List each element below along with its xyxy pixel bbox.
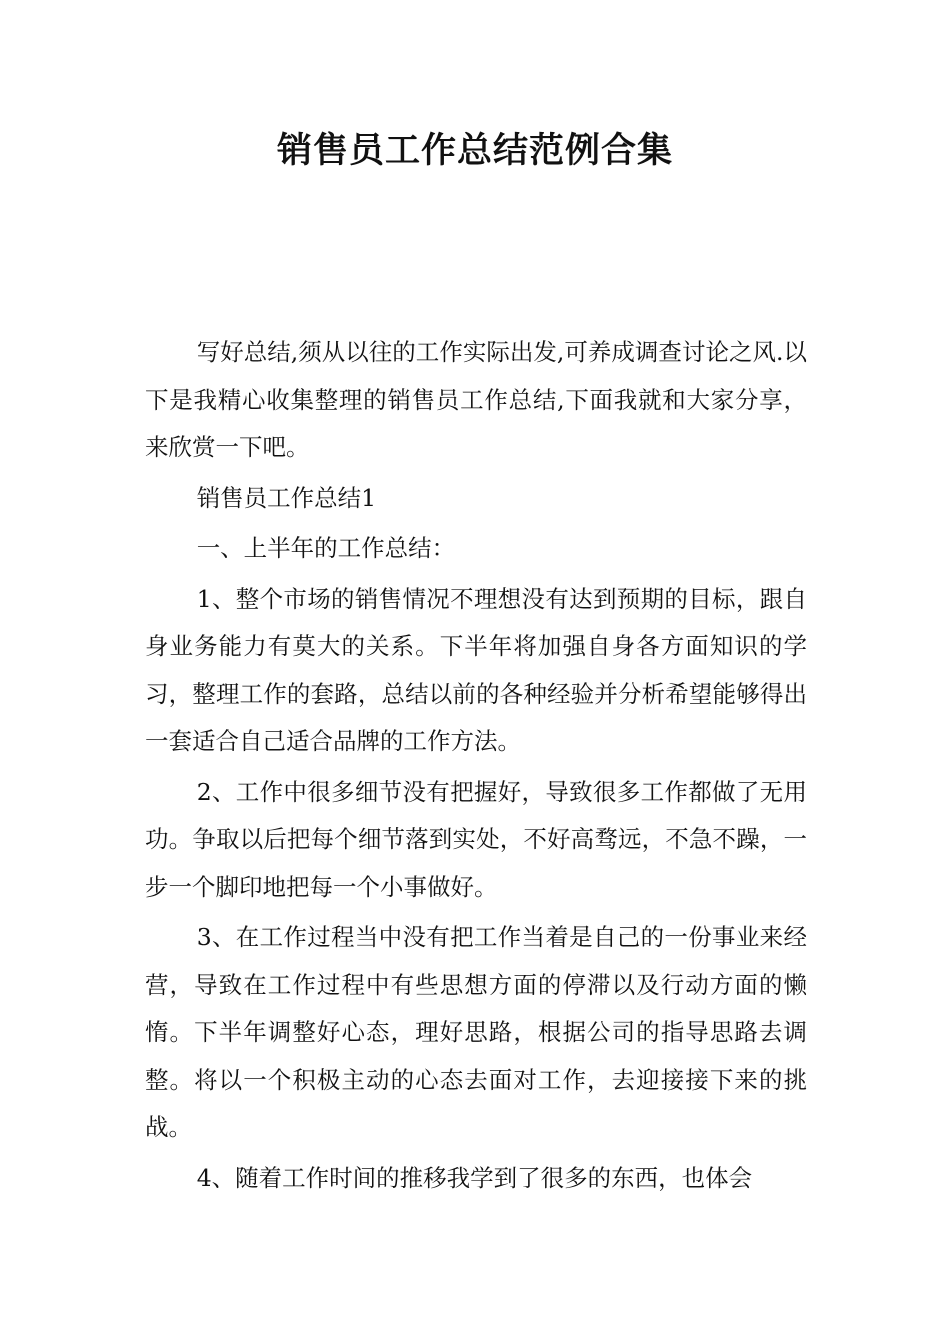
list-item-4: 4、随着工作时间的推移我学到了很多的东西，也体会 <box>196 1163 753 1192</box>
section-heading: 销售员工作总结1 <box>196 483 377 512</box>
document-body <box>145 329 807 1205</box>
intro-paragraph: 写好总结,须从以往的工作实际出发,可养成调查讨论之风.以下是我精心收集整理的销售员工作总结,下面我就和大家分享，来欣赏一下吧。 <box>145 338 807 461</box>
subsection-heading: 一、上半年的工作总结： <box>196 534 456 562</box>
list-item-1: 1、整个市场的销售情况不理想没有达到预期的目标，跟自身业务能力有莫大的关系。下半年将加强自身各方面知识的学习，整理工作的套路，总结以前的各种经验并分析希望能够得出一套适合自己适合品牌的工作方法。 <box>145 584 807 755</box>
document-title: 销售员工作总结范例合集 <box>276 131 673 171</box>
list-item-3: 3、在工作过程当中没有把工作当着是自己的一份事业来经营，导致在工作过程中有些思想方面的停滞以及行动方面的懒惰。下半年调整好心态，理好思路，根据公司的指导思路去调整。将以一个积极主动的心态去面对工作，去迎接接下来的挑战。 <box>145 923 807 1141</box>
list-item-2: 2、工作中很多细节没有把握好，导致很多工作都做了无用功。争取以后把每个细节落到实处，不好高骛远，不急不躁，一步一个脚印地把每一个小事做好。 <box>145 777 807 901</box>
